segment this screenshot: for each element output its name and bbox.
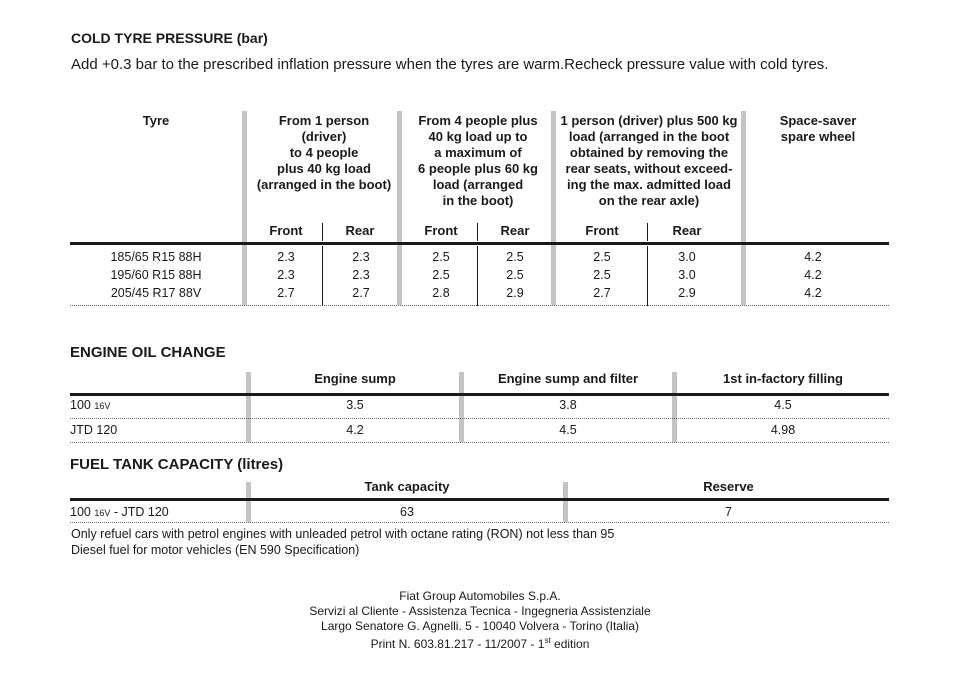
col-header-1-to-4 xyxy=(250,113,398,193)
tyre-col-header: Tyre xyxy=(142,113,170,128)
tyre-title-main: COLD TYRE PRESSURE xyxy=(71,30,233,46)
pressure-value: 2.7 xyxy=(593,286,611,300)
sub-rear: Rear xyxy=(345,223,375,238)
header-line: 1 person (driver) plus 500 kg xyxy=(560,113,738,128)
oil-section-title: ENGINE OIL CHANGE xyxy=(70,344,226,361)
header-line: 6 people plus 60 kg xyxy=(418,161,538,176)
fuel-table-rule xyxy=(70,498,889,501)
pressure-value: 4.2 xyxy=(804,268,822,282)
header-line: load (arranged in the boot xyxy=(568,129,730,144)
oil-row-rule xyxy=(70,418,889,419)
oil-col-factory: 1st in-factory filling xyxy=(723,371,843,386)
sub-rear: Rear xyxy=(672,223,702,238)
sub-rear: Rear xyxy=(500,223,530,238)
oil-cell: 3.5 xyxy=(346,398,364,412)
oil-col-sump-filter: Engine sump and filter xyxy=(497,371,639,386)
sub-front: Front xyxy=(424,223,458,238)
header-line: (arranged in the boot) xyxy=(256,177,392,192)
header-line: ing the max. admitted load xyxy=(567,177,731,192)
front-rear-divider xyxy=(477,223,478,241)
pressure-value: 2.3 xyxy=(277,250,295,264)
fuel-reserve-value: 7 xyxy=(725,505,732,519)
header-line: to 4 people xyxy=(289,145,359,160)
pressure-value: 2.7 xyxy=(352,286,370,300)
pressure-value: 2.3 xyxy=(277,268,295,282)
fuel-note-diesel: Diesel fuel for motor vehicles (EN 590 Specification) xyxy=(71,543,360,557)
fuel-section-title: FUEL TANK CAPACITY (litres) xyxy=(70,456,284,473)
header-line: on the rear axle) xyxy=(598,193,700,208)
col-header-4-to-6 xyxy=(406,113,550,209)
pressure-value: 2.5 xyxy=(432,250,450,264)
header-line: Space-saver xyxy=(779,113,857,128)
pressure-value: 2.5 xyxy=(593,268,611,282)
oil-table-bottom-rule xyxy=(70,442,889,443)
fuel-table-bottom-rule xyxy=(70,522,889,523)
header-line: (driver) xyxy=(301,129,347,144)
front-rear-divider xyxy=(322,223,323,241)
tyre-table-bottom-rule xyxy=(70,305,889,306)
header-line: obtained by removing the xyxy=(569,145,729,160)
pressure-value: 2.8 xyxy=(432,286,450,300)
col-header-spare xyxy=(752,113,884,145)
pressure-value: 2.5 xyxy=(506,268,524,282)
col-header-500kg xyxy=(556,113,742,209)
footer-company: Fiat Group Automobiles S.p.A. xyxy=(399,589,561,603)
pressure-value: 3.0 xyxy=(678,250,696,264)
pressure-value: 2.9 xyxy=(506,286,524,300)
tyre-title-unit: (bar) xyxy=(236,30,268,46)
sub-front: Front xyxy=(269,223,303,238)
pressure-value: 4.2 xyxy=(804,286,822,300)
pressure-value: 2.5 xyxy=(432,268,450,282)
fuel-col-reserve: Reserve xyxy=(703,479,754,494)
pressure-value: 3.0 xyxy=(678,268,696,282)
oil-cell: 4.5 xyxy=(559,423,577,437)
pressure-value: 2.3 xyxy=(352,268,370,282)
fuel-row-engine: 100 16V - JTD 120 xyxy=(70,505,169,519)
fuel-col-capacity: Tank capacity xyxy=(364,479,450,494)
oil-row-engine: 100 16V xyxy=(70,398,111,412)
tyre-table-rule xyxy=(70,242,889,245)
pressure-value: 4.2 xyxy=(804,250,822,264)
header-line: plus 40 kg load xyxy=(277,161,371,176)
header-line: in the boot) xyxy=(442,193,514,208)
fuel-capacity-value: 63 xyxy=(400,505,414,519)
header-line: From 1 person xyxy=(278,113,370,128)
column-separator xyxy=(242,111,247,305)
pressure-value: 2.3 xyxy=(352,250,370,264)
sub-front: Front xyxy=(585,223,619,238)
pressure-value: 2.7 xyxy=(277,286,295,300)
footer-address: Largo Senatore G. Agnelli. 5 - 10040 Volvera - Torino (Italia) xyxy=(321,619,639,633)
header-line: 40 kg load up to xyxy=(428,129,528,144)
header-line: spare wheel xyxy=(780,129,856,144)
fuel-note-petrol: Only refuel cars with petrol engines with unleaded petrol with octane rating (RON) not less than 95 xyxy=(71,527,615,541)
tyre-size: 195/60 R15 88H xyxy=(110,268,202,282)
pressure-value: 2.9 xyxy=(678,286,696,300)
oil-cell: 3.8 xyxy=(559,398,577,412)
header-line: From 4 people plus xyxy=(418,113,538,128)
tyre-size: 185/65 R15 88H xyxy=(110,250,202,264)
header-line: a maximum of xyxy=(434,145,522,160)
oil-cell: 4.2 xyxy=(346,423,364,437)
header-line: rear seats, without exceed- xyxy=(565,161,733,176)
tyre-size: 205/45 R17 88V xyxy=(110,286,202,300)
tyre-intro: Add +0.3 bar to the prescribed inflation pressure when the tyres are warm.Recheck pressure value with cold tyres. xyxy=(71,56,829,73)
oil-cell: 4.5 xyxy=(774,398,792,412)
oil-cell: 4.98 xyxy=(770,423,796,437)
footer-dept: Servizi al Cliente - Assistenza Tecnica - Ingegneria Assistenziale xyxy=(309,604,651,618)
oil-row-engine: JTD 120 xyxy=(70,423,118,437)
pressure-value: 2.5 xyxy=(593,250,611,264)
tyre-section-title xyxy=(71,30,268,46)
header-line: load (arranged xyxy=(432,177,524,192)
pressure-value: 2.5 xyxy=(506,250,524,264)
footer-print: Print N. 603.81.217 - 11/2007 - 1st edition xyxy=(370,636,590,651)
oil-col-sump: Engine sump xyxy=(314,371,396,386)
front-rear-divider xyxy=(647,223,648,241)
